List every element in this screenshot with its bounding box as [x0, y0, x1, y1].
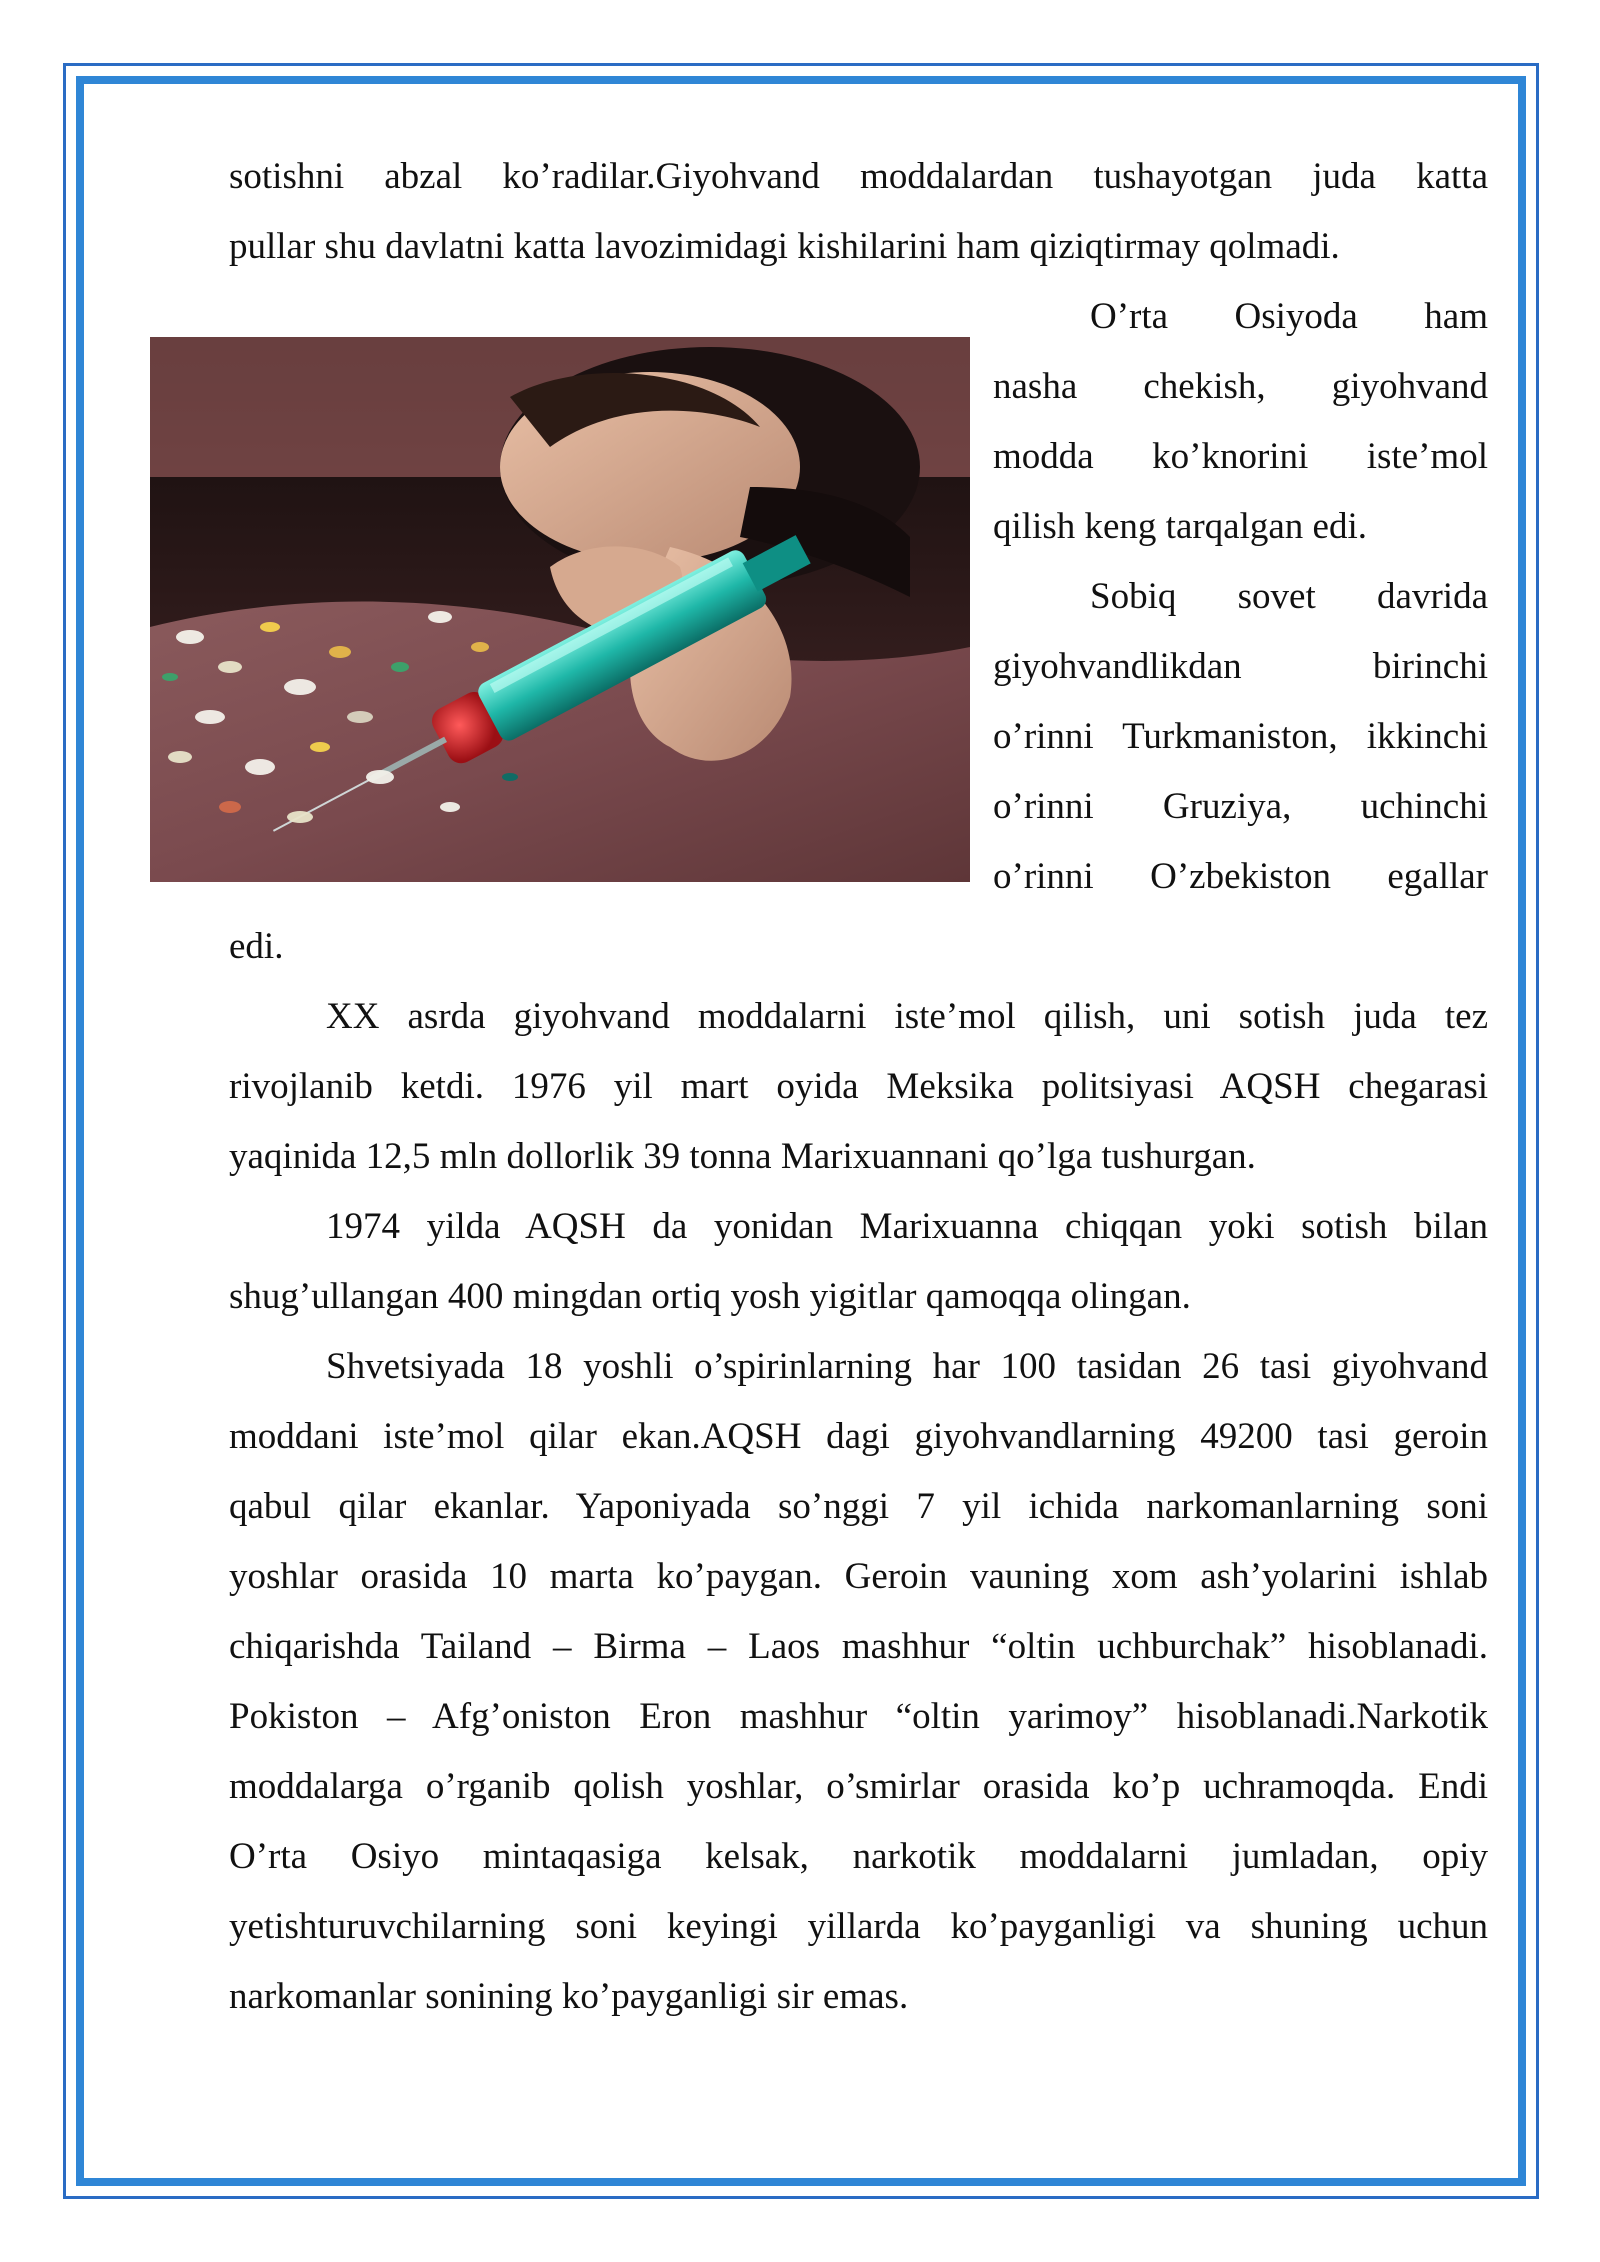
- text-line: moddani iste’mol qilar ekan.AQSH dagi giyohvandlarning 49200 tasi geroin: [229, 1416, 1488, 1457]
- text-line: 1974 yilda AQSH da yonidan Marixuanna chiqqan yoki sotish bilan: [326, 1206, 1488, 1247]
- text-line: giyohvandlikdan birinchi: [993, 646, 1488, 687]
- text-line: moddalarga o’rganib qolish yoshlar, o’smirlar orasida ko’p uchramoqda. Endi: [229, 1766, 1488, 1807]
- text-line: Sobiq sovet davrida: [1090, 576, 1488, 617]
- text-line: edi.: [229, 926, 284, 967]
- text-line: yaqinida 12,5 mln dollorlik 39 tonna Marixuannani qo’lga tushurgan.: [229, 1136, 1256, 1177]
- paragraph-bottom: [229, 912, 1488, 2032]
- text-line: qilish keng tarqalgan edi.: [993, 506, 1368, 547]
- text-line: XX asrda giyohvand moddalarni iste’mol qilish, uni sotish juda tez: [326, 996, 1488, 1037]
- side-paragraph: [993, 282, 1488, 912]
- text-line: qabul qilar ekanlar. Yaponiyada so’nggi 7 yil ichida narkomanlarning soni: [229, 1486, 1488, 1527]
- text-line: O’rta Osiyoda ham: [1090, 296, 1488, 337]
- text-line: o’rinni O’zbekiston egallar: [993, 856, 1488, 897]
- text-line: rivojlanib ketdi. 1976 yil mart oyida Meksika politsiyasi AQSH chegarasi: [229, 1066, 1488, 1107]
- text-line: shug’ullangan 400 mingdan ortiq yosh yigitlar qamoqqa olingan.: [229, 1276, 1191, 1317]
- text-line: Pokiston – Afg’oniston Eron mashhur “oltin yarimoy” hisoblanadi.Narkotik: [229, 1696, 1488, 1737]
- text-line: pullar shu davlatni katta lavozimidagi kishilarini ham qiziqtirmay qolmadi.: [229, 226, 1340, 267]
- text-line: yetishturuvchilarning soni keyingi yillarda ko’payganligi va shuning uchun: [229, 1906, 1488, 1947]
- text-line: O’rta Osiyo mintaqasiga kelsak, narkotik moddalarni jumladan, opiy: [229, 1836, 1488, 1877]
- paragraph-top: [229, 142, 1488, 282]
- text-line: Shvetsiyada 18 yoshli o’spirinlarning har 100 tasidan 26 tasi giyohvand: [326, 1346, 1488, 1387]
- text-line: chiqarishda Tailand – Birma – Laos mashhur “oltin uchburchak” hisoblanadi.: [229, 1626, 1488, 1667]
- text-line: nasha chekish, giyohvand: [993, 366, 1488, 407]
- text-line: sotishni abzal ko’radilar.Giyohvand moddalardan tushayotgan juda katta: [229, 156, 1488, 197]
- text-line: narkomanlar sonining ko’payganligi sir emas.: [229, 1976, 909, 2017]
- text-line: modda ko’knorini iste’mol: [993, 436, 1488, 477]
- text-line: o’rinni Gruziya, uchinchi: [993, 786, 1488, 827]
- illustration-syringe-photo: [150, 337, 970, 882]
- text-line: yoshlar orasida 10 marta ko’paygan. Geroin vauning xom ash’yolarini ishlab: [229, 1556, 1488, 1597]
- text-line: o’rinni Turkmaniston, ikkinchi: [993, 716, 1488, 757]
